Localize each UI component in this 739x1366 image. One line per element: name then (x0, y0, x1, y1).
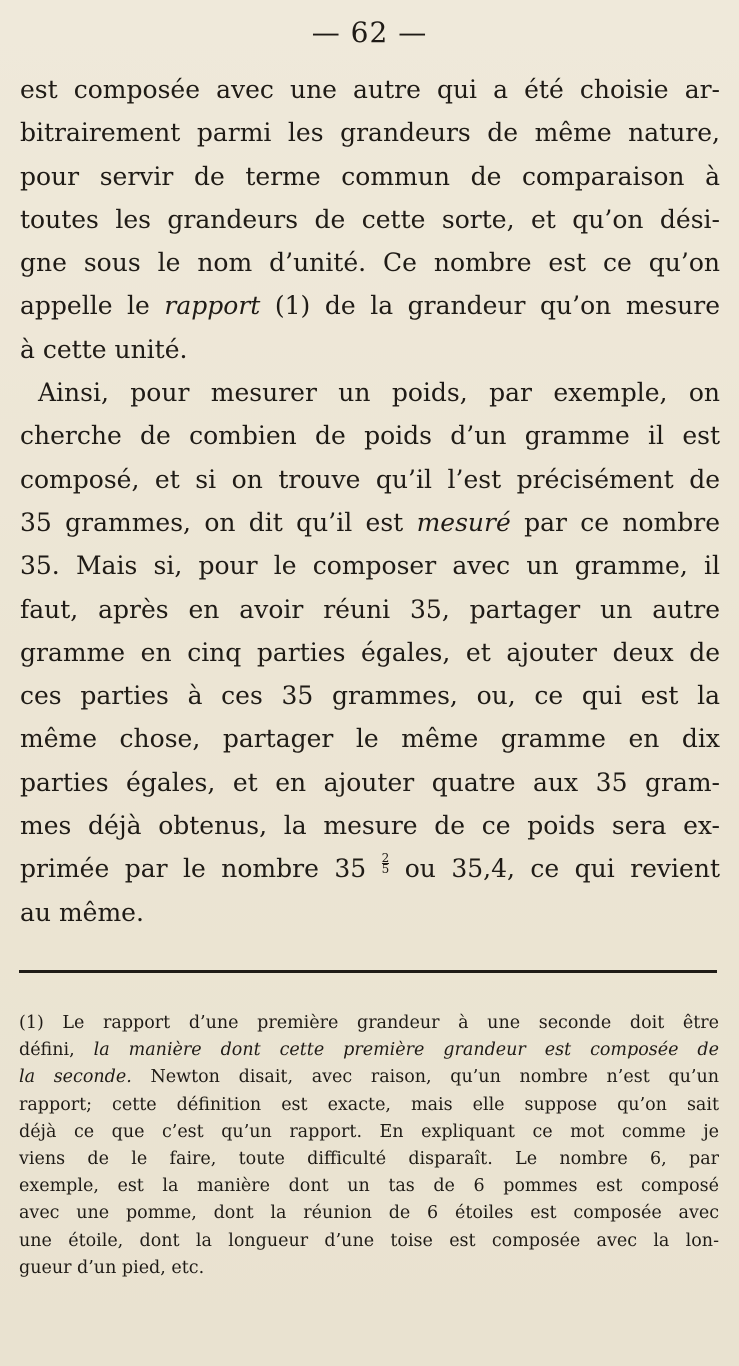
text-segment: (1) de la grandeur qu’on mesure (260, 291, 720, 321)
text-line: bitrairement parmi les grandeurs de même nature, (20, 118, 720, 148)
footnote-line: exemple, est la manière dont un tas de 6 pommes est composé (19, 1176, 719, 1197)
text-line: mes déjà obtenus, la mesure de ce poids sera ex- (20, 811, 720, 841)
text-line: gramme en cinq parties égales, et ajouter deux de (20, 637, 720, 667)
text-segment: Newton disait, avec raison, qu’un nombre n’est qu’un (131, 1067, 719, 1088)
text-line: gne sous le nom d’unité. Ce nombre est ce qu’on (20, 248, 720, 278)
text-line: parties égales, et en ajouter quatre aux 35 gram- (20, 767, 720, 797)
italic-definition: la manière dont cette première grandeur est composée de (93, 1040, 719, 1061)
fraction-denominator: 5 (381, 862, 390, 877)
text-line: Ainsi, pour mesurer un poids, par exemple, on (38, 378, 720, 408)
italic-term-mesure: mesuré (416, 507, 511, 537)
text-line (20, 284, 720, 327)
text-segment: primée par le nombre 35 (20, 854, 382, 884)
italic-definition: la seconde. (19, 1067, 132, 1088)
text-line: ces parties à ces 35 grammes, ou, ce qui est la (20, 681, 720, 711)
text-segment: défini, (19, 1040, 94, 1061)
text-segment: appelle le (20, 291, 165, 321)
text-line: toutes les grandeurs de cette sorte, et qu’on dési- (20, 204, 720, 234)
footnote-line (19, 1064, 719, 1091)
text-line: 35. Mais si, pour le composer avec un gramme, il (20, 551, 720, 581)
footnote-line: déjà ce que c’est qu’un rapport. En expliquant ce mot comme je (19, 1121, 719, 1142)
text-line: est composée avec une autre qui a été choisie ar- (20, 75, 720, 104)
text-line: à cette unité. (20, 334, 188, 364)
text-line: même chose, partager le même gramme en dix (20, 724, 720, 754)
text-line: composé, et si on trouve qu’il l’est précisément de (20, 464, 720, 494)
footnote (19, 1010, 719, 1282)
italic-term-rapport: rapport (164, 291, 261, 321)
page-number: — 62 — (311, 16, 428, 49)
text-line: pour servir de terme commun de comparaison à (20, 161, 720, 191)
footnote-line: gueur d’un pied, etc. (19, 1257, 205, 1278)
footnote-line: une étoile, dont la longueur d’une toise est composée avec la lon- (19, 1230, 719, 1251)
footnote-line: rapport; cette définition est exacte, mais elle suppose qu’on sait (19, 1094, 719, 1115)
footnote-line: avec une pomme, dont la réunion de 6 étoiles est composée avec (19, 1203, 719, 1224)
text-segment: 35 grammes, on dit qu’il est (20, 507, 417, 537)
text-line (20, 501, 720, 544)
footnote-line: viens de le faire, toute difficulté disparaît. Le nombre 6, par (19, 1148, 719, 1169)
footnote-line (19, 1037, 719, 1064)
text-line (20, 847, 720, 890)
footnote-line: (1) Le rapport d’une première grandeur à une seconde doit être (19, 1013, 719, 1033)
fraction-numerator: 2 (381, 851, 390, 866)
text-segment: par ce nombre (510, 507, 721, 537)
text-line: cherche de combien de poids d’un gramme il est (20, 421, 720, 451)
text-line: au même. (20, 897, 144, 927)
text-segment: ou 35,4, ce qui revient (389, 854, 720, 884)
footnote-divider (19, 970, 717, 973)
main-text (20, 68, 720, 934)
text-line: faut, après en avoir réuni 35, partager un autre (20, 594, 720, 624)
